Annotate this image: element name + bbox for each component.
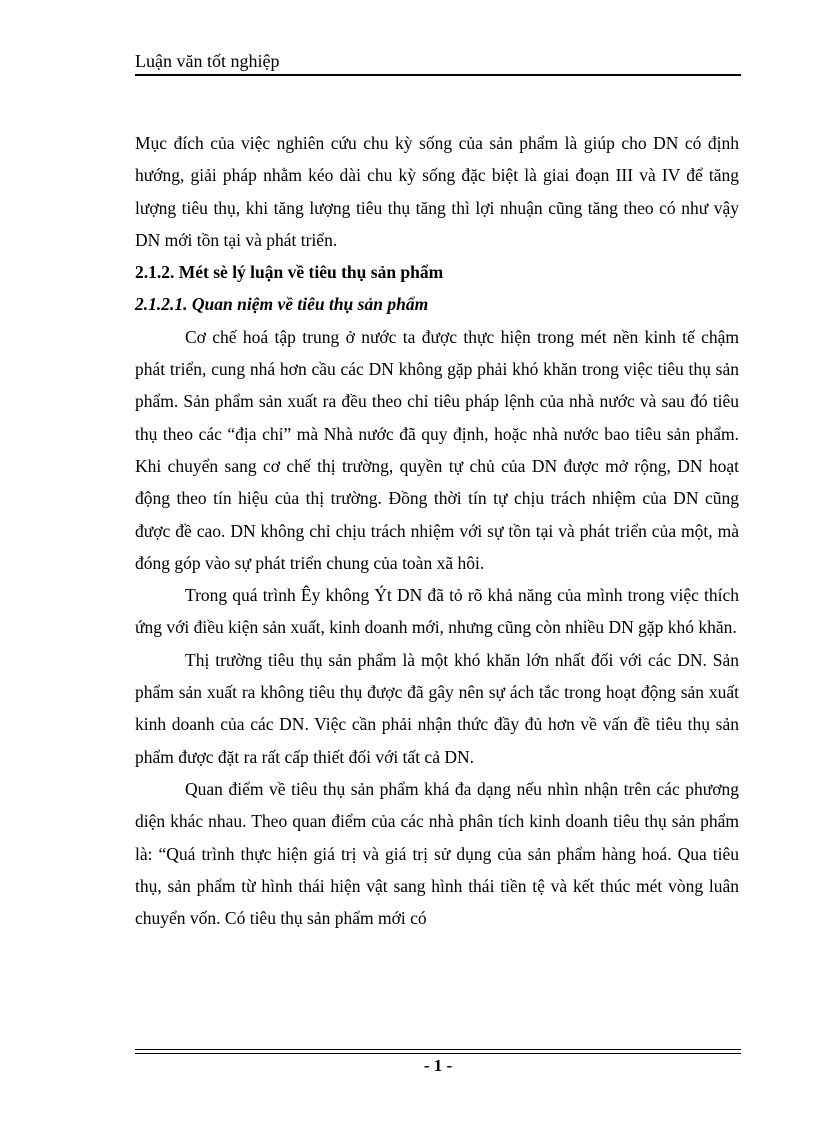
document-title: Luận văn tốt nghiệp [135, 51, 280, 71]
document-body [135, 127, 739, 934]
paragraph: Trong quá trình Êy không Ýt DN đã tỏ rõ khả năng của mình trong việc thích ứng với điều kiện sản xuất, kinh doanh mới, nhưng cũng còn nhiều DN gặp khó khăn. [135, 585, 739, 638]
paragraph: Thị trường tiêu thụ sản phẩm là một khó khăn lớn nhất đối với các DN. Sản phẩm sản xuất ra không tiêu thụ được đã gây nên sự ách tắc trong hoạt động sản xuất kinh doanh của các DN. Việc cần phải nhận thức đầy đủ hơn về vấn đề tiêu thụ sản phẩm được đặt ra rất cấp thiết đối với tất cả DN. [135, 649, 739, 767]
footer-divider-bottom [135, 1053, 741, 1054]
section-heading: 2.1.2. Mét sè lý luận về tiêu thụ sản phẩm [135, 262, 444, 283]
subsection-heading: 2.1.2.1. Quan niệm về tiêu thụ sản phẩm [135, 294, 429, 315]
page-header [135, 48, 741, 78]
footer-divider-top [135, 1049, 741, 1050]
page-number: - 1 - [423, 1056, 453, 1075]
intro-paragraph: Mục đích của việc nghiên cứu chu kỳ sống của sản phẩm là giúp cho DN có định hướng, giải pháp nhằm kéo dài chu kỳ sống đặc biệt là giai đoạn III và IV để tăng lượng tiêu thụ, khi tăng lượng tiêu thụ tăng thì lợi nhuận cũng tăng theo có như vậy DN mới tồn tại và phát triển. [135, 133, 739, 250]
paragraph: Quan điểm về tiêu thụ sản phẩm khá đa dạng nếu nhìn nhận trên các phương diện khác nhau. Theo quan điểm của các nhà phân tích kinh doanh tiêu thụ sản phẩm là: “Quá trình thực hiện giá trị và giá trị sử dụng của sản phẩm hàng hoá. Qua tiêu thụ, sản phẩm từ hình thái hiện vật sang hình thái tiền tệ và kết thúc mét vòng luân chuyển vốn. Có tiêu thụ sản phẩm mới có [135, 778, 739, 929]
header-divider [135, 74, 741, 76]
paragraph: Cơ chế hoá tập trung ở nước ta được thực hiện trong mét nền kinh tế chậm phát triển, cung nhá hơn cầu các DN không gặp phải khó khăn trong việc tiêu thụ sản phẩm. Sản phẩm sản xuất ra đều theo chỉ tiêu pháp lệnh của nhà nước và sau đó tiêu thụ theo các “địa chỉ” mà Nhà nước đã quy định, hoặc nhà nước bao tiêu sản phẩm. Khi chuyển sang cơ chế thị trường, quyền tự chủ của DN được mở rộng, DN hoạt động theo tín hiệu của thị trường. Đồng thời tín tự chịu trách nhiệm của DN cũng được đề cao. DN không chỉ chịu trách nhiệm với sự tồn tại và phát triển của một, mà đóng góp vào sự phát triển chung của toàn xã hôi. [135, 326, 739, 573]
